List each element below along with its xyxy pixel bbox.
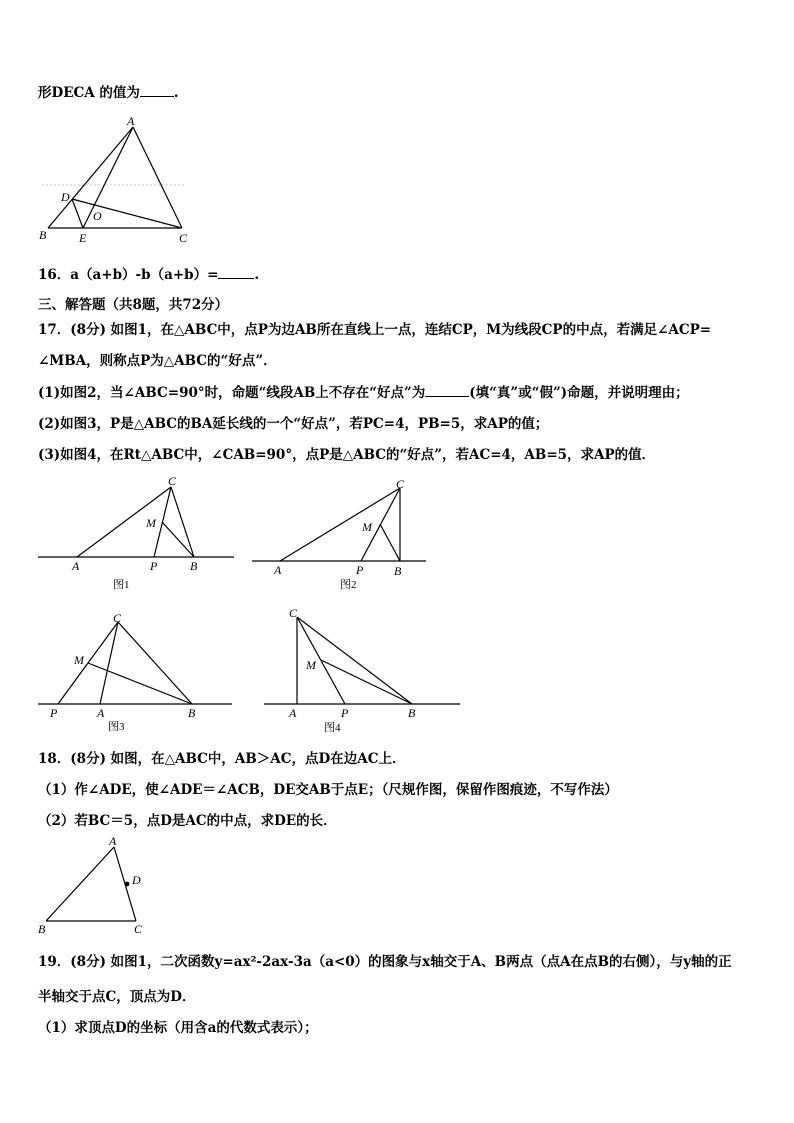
q17-part1: (1)如图2，当∠ABC=90°时，命题“线段AB上不存在“好点”为 (填“真”或“假”)命题，并说明理由； (38, 385, 689, 401)
q16-answer-blank[interactable] (218, 278, 254, 279)
fig3-label-C: C (113, 611, 122, 625)
fig4-label-P: P (341, 706, 349, 720)
fig1-label-B: B (190, 559, 198, 573)
q15-tail-text: 形DECA 的值为 (38, 85, 140, 101)
fig1-caption: 图1 (113, 579, 130, 591)
fig15-label-O: O (93, 209, 102, 223)
fig2-label-M: M (362, 520, 372, 534)
fig15-label-C: C (179, 231, 188, 245)
fig15-label-D: D (61, 190, 70, 204)
q19-line2: 半轴交于点C，顶点为D． (38, 989, 196, 1005)
figure-2 (250, 476, 430, 594)
fig2-label-C: C (396, 477, 405, 491)
figure-1 (36, 474, 238, 594)
fig4-label-B: B (408, 706, 416, 720)
fig4-label-C: C (289, 606, 298, 620)
fig3-label-B: B (188, 706, 196, 720)
q18-line1: 18．(8分) 如图，在△ABC中，AB＞AC，点D在边AC上． (38, 751, 406, 767)
q17-line2: ∠MBA，则称点P为△ABC的“好点”． (38, 353, 277, 369)
fig4-label-A: A (289, 706, 297, 720)
q19-part1: （1）求顶点D的坐标（用含a的代数式表示）； (38, 1020, 318, 1036)
fig2-label-P: P (356, 563, 364, 577)
fig3-label-P: P (50, 706, 58, 720)
figure-4 (262, 605, 464, 733)
fig1-label-M: M (146, 516, 156, 530)
q19-line1: 19．(8分) 如图1，二次函数y=ax²-2ax-3a（a<0）的图象与x轴交于A、B两点（点A在点B的右侧），与y轴的正 (38, 954, 732, 970)
fig2-label-B: B (394, 564, 402, 578)
figure-15 (36, 115, 196, 245)
figure-18 (36, 835, 156, 940)
fig3-label-A: A (97, 706, 105, 720)
fig18-label-D: D (132, 873, 141, 887)
fig3-label-M: M (74, 653, 84, 667)
q18-part1: （1）作∠ADE，使∠ADE＝∠ACB，DE交AB于点E；（尺规作图，保留作图痕迹，不写作法） (38, 782, 618, 798)
fig2-caption: 图2 (340, 579, 357, 591)
figure-3 (36, 608, 236, 734)
fig4-label-M: M (306, 658, 316, 672)
fig15-label-A: A (127, 114, 135, 128)
q16-text: 16．a（a+b）-b（a+b）= . (38, 267, 260, 283)
q17-line1: 17．(8分) 如图1，在△ABC中，点P为边AB所在直线上一点，连结CP，M为线段CP的中点，若满足∠ACP= (38, 322, 712, 338)
section-heading: 三、解答题（共8题，共72分） (38, 297, 229, 313)
q15-text: 形DECA 的值为 . (38, 85, 179, 101)
fig3-caption: 图3 (108, 721, 125, 733)
q18-part2: （2）若BC＝5，点D是AC的中点，求DE的长． (38, 813, 337, 829)
fig15-label-B: B (39, 228, 47, 242)
fig15-label-E: E (79, 231, 87, 245)
fig1-label-P: P (150, 559, 158, 573)
fig4-caption: 图4 (324, 722, 341, 734)
q17-part2: (2)如图3，P是△ABC的BA延长线的一个“好点”，若PC=4，PB=5，求AP的值； (38, 416, 549, 432)
fig1-label-A: A (72, 559, 80, 573)
fig18-label-B: B (38, 922, 46, 936)
q15-answer-blank[interactable] (140, 96, 174, 97)
fig18-label-C: C (134, 922, 143, 936)
q17-answer-blank[interactable] (425, 396, 469, 397)
fig2-label-A: A (274, 563, 282, 577)
fig18-label-A: A (109, 834, 117, 848)
fig1-label-C: C (168, 474, 177, 488)
q17-part3: (3)如图4，在Rt△ABC中，∠CAB=90°，点P是△ABC的“好点”，若AC=4，AB=5，求AP的值． (38, 447, 656, 463)
